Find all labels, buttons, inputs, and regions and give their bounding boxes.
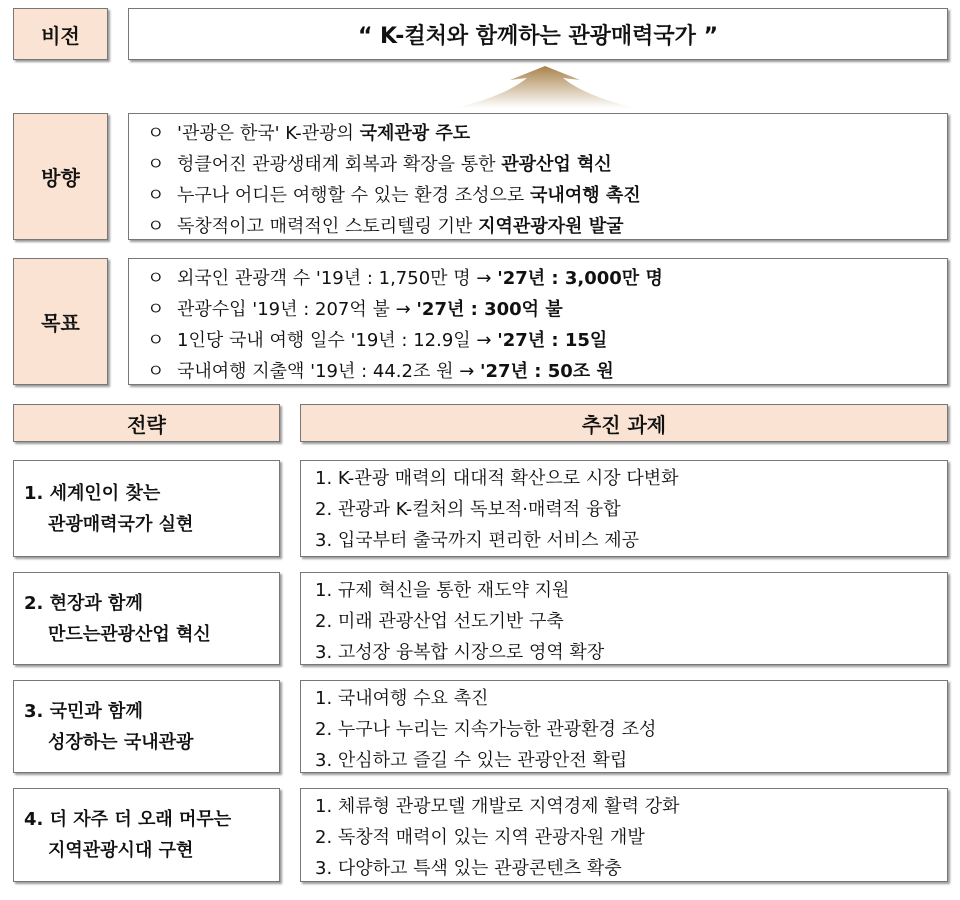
strategy-title-line2: 관광매력국가 실현 — [48, 513, 194, 535]
task-item: 3. 고성장 융복합 시장으로 영역 확장 — [315, 642, 605, 663]
goal-item — [147, 263, 947, 294]
task-item: 1. 체류형 관광모델 개발로 지역경제 활력 강화 — [315, 796, 680, 817]
task-item: 2. 누구나 누리는 지속가능한 관광환경 조성 — [315, 719, 657, 740]
task-item: 1. 규제 혁신을 통한 재도약 지원 — [315, 580, 570, 601]
up-arrow-icon — [455, 66, 635, 108]
bullet: ㅇ — [147, 216, 165, 237]
strategy-box — [13, 572, 280, 665]
strategy-box — [13, 680, 280, 773]
strategy-box — [13, 788, 280, 882]
direction-item — [147, 149, 947, 180]
item-emphasis: 지역관광자원 발굴 — [478, 216, 624, 237]
item-text: 헝클어진 관광생태계 회복과 확장을 통한 — [177, 154, 502, 175]
item-emphasis: 관광산업 혁신 — [501, 154, 612, 175]
bullet: ㅇ — [147, 123, 165, 144]
bullet: ㅇ — [147, 361, 165, 382]
task-box — [300, 460, 948, 557]
goals-label: 목표 — [13, 258, 108, 385]
task-item: 2. 미래 관광산업 선도기반 구축 — [315, 611, 564, 632]
bullet: ㅇ — [147, 268, 165, 289]
item-emphasis: '27년 : 50조 원 — [480, 361, 614, 382]
item-emphasis: 국제관광 주도 — [359, 123, 471, 144]
tasks-header: 추진 과제 — [300, 404, 948, 442]
item-emphasis: '27년 : 300억 불 — [416, 299, 563, 320]
task-item: 1. 국내여행 수요 촉진 — [315, 688, 489, 709]
task-item: 3. 다양하고 특색 있는 관광콘텐츠 확충 — [315, 858, 622, 879]
direction-item — [147, 118, 947, 149]
task-item: 2. 관광과 K-컬처의 독보적·매력적 융합 — [315, 499, 621, 520]
strategy-title-line2: 성장하는 국내관광 — [48, 731, 194, 753]
task-item: 3. 안심하고 즐길 수 있는 관광안전 확립 — [315, 750, 628, 771]
item-text: 1인당 국내 여행 일수 '19년 : 12.9일 → — [177, 330, 498, 351]
strategy-box — [13, 460, 280, 557]
direction-item — [147, 180, 947, 211]
bullet: ㅇ — [147, 154, 165, 175]
item-text: 외국인 관광객 수 '19년 : 1,750만 명 → — [177, 268, 498, 289]
strategy-title-line1: 3. 국민과 함께 — [24, 700, 143, 722]
item-emphasis: '27년 : 3,000만 명 — [497, 268, 663, 289]
item-text: 독창적이고 매력적인 스토리텔링 기반 — [177, 216, 479, 237]
item-emphasis: '27년 : 15일 — [497, 330, 608, 351]
task-box — [300, 788, 948, 882]
task-item: 3. 입국부터 출국까지 편리한 서비스 제공 — [315, 530, 639, 551]
item-emphasis: 국내여행 촉진 — [530, 185, 641, 206]
vision-label: 비전 — [13, 8, 108, 60]
goal-item — [147, 356, 947, 387]
item-text: 관광수입 '19년 : 207억 불 → — [177, 299, 417, 320]
task-box — [300, 572, 948, 665]
direction-list — [128, 113, 948, 240]
goals-list — [128, 258, 948, 385]
goal-item — [147, 294, 947, 325]
bullet: ㅇ — [147, 299, 165, 320]
bullet: ㅇ — [147, 185, 165, 206]
strategy-title-line1: 1. 세계인이 찾는 — [24, 482, 161, 504]
strategy-header: 전략 — [13, 404, 280, 442]
direction-item — [147, 211, 947, 242]
task-item: 2. 독창적 매력이 있는 지역 관광자원 개발 — [315, 827, 645, 848]
task-item: 1. K-관광 매력의 대대적 확산으로 시장 다변화 — [315, 468, 679, 489]
strategy-title-line1: 4. 더 자주 더 오래 머무는 — [24, 809, 232, 830]
task-box — [300, 680, 948, 773]
strategy-title-line2: 지역관광시대 구현 — [48, 840, 194, 861]
direction-label: 방향 — [13, 113, 108, 240]
item-text: 누구나 어디든 여행할 수 있는 환경 조성으로 — [177, 185, 531, 206]
strategy-title-line1: 2. 현장과 함께 — [24, 592, 143, 614]
item-text: 국내여행 지출액 '19년 : 44.2조 원 → — [177, 361, 481, 382]
goal-item — [147, 325, 947, 356]
bullet: ㅇ — [147, 330, 165, 351]
vision-statement: “ K-컬처와 함께하는 관광매력국가 ” — [128, 8, 948, 60]
item-text: '관광은 한국' K-관광의 — [177, 123, 360, 144]
strategy-title-line2: 만드는관광산업 혁신 — [48, 623, 211, 645]
